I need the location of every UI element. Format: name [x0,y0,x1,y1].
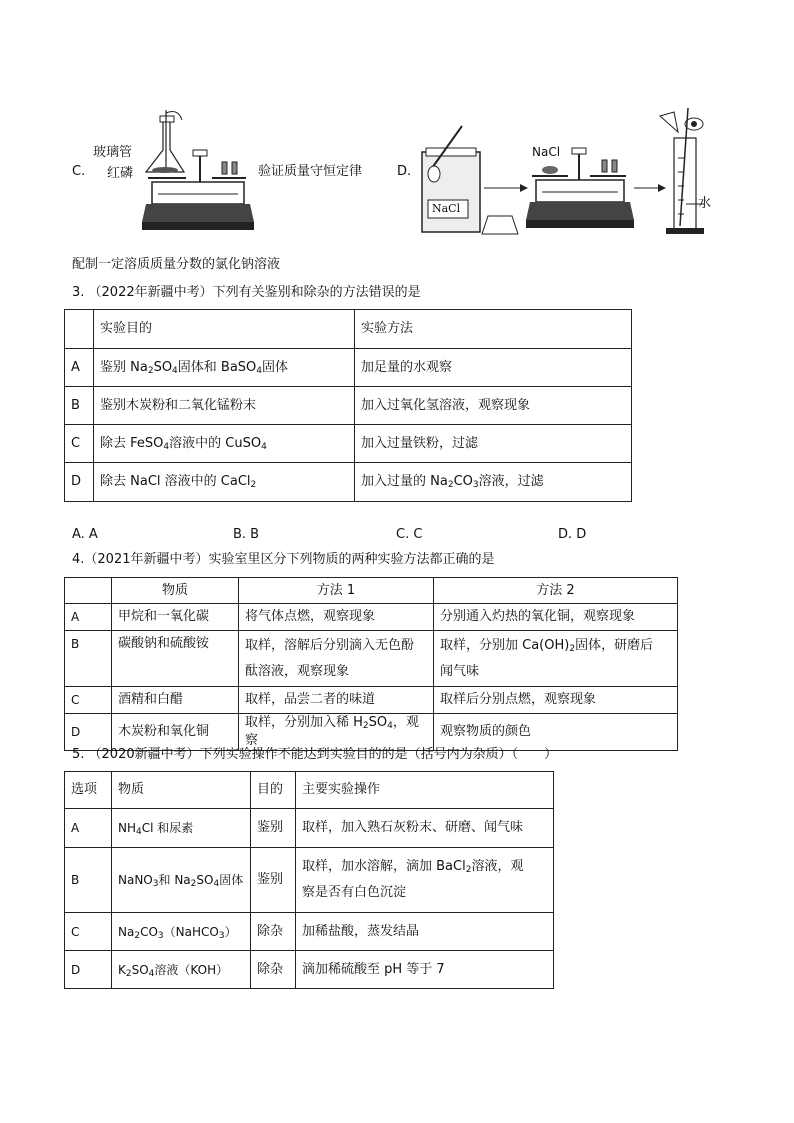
row-method2: 观察物质的颜色 [434,714,678,751]
q5-table [64,771,554,989]
table-row [65,425,632,463]
row-option: A [65,604,112,631]
row-method2: 取样，分别加 $Ca(OH)_2$固体，研磨后 闻气味 [434,631,678,687]
q4-table [64,577,678,751]
option-d-label: D. [397,164,412,179]
row-method1: 取样，分别加入稀 $H_2SO_4$，观察 [239,714,434,751]
row-method: 加入过量的 $Na_2CO_3$溶液，过滤 [355,463,632,502]
q3-header-purpose: 实验目的 [94,310,355,349]
row-substance: 碳酸钠和硫酸铵 [112,631,239,687]
row-method1: 取样，溶解后分别滴入无色酚 酞溶液，观察现象 [239,631,434,687]
row-operation: 取样，加水溶解，滴加 BaCl$_2$溶液，观 察是否有白色沉淀 [296,848,554,913]
label-nacl-top: NaCl [532,145,561,159]
table-row [65,913,554,951]
row-goal: 鉴别 [251,809,296,848]
q4-title: 4.（2021年新疆中考）实验室里区分下列物质的两种实验方法都正确的是 [72,552,495,567]
row-substance: 酒精和白醋 [112,687,239,714]
row-method1: 将气体点燃，观察现象 [239,604,434,631]
table-row [65,809,554,848]
q3-table [64,309,632,502]
table-row [65,687,678,714]
row-substance: $Na_2CO_3(NaHCO_3)$ [112,913,251,951]
table-row [65,631,678,687]
q5-header-substance: 物质 [112,772,251,809]
label-water: 水 [698,196,712,211]
q5-header-goal: 目的 [251,772,296,809]
row-substance: 木炭粉和氧化铜 [112,714,239,751]
caption-mass-conservation: 验证质量守恒定律 [258,164,363,179]
row-option: D [65,463,94,502]
row-goal: 除杂 [251,913,296,951]
row-purpose: 除去 FeSO$_4$溶液中的 CuSO$_4$ [94,425,355,463]
q5-header-operation: 主要实验操作 [296,772,554,809]
row-purpose: 鉴别 $Na_2SO_4$固体和 BaSO$_4$固体 [94,349,355,387]
row-method2: 取样后分别点燃，观察现象 [434,687,678,714]
row-substance: $K_2SO_4$溶液（KOH） [112,951,251,989]
row-option: D [65,951,112,989]
q4-header-method1: 方法 1 [239,578,434,604]
row-purpose: 鉴别木炭粉和二氧化锰粉末 [94,387,355,425]
option-c-label: C. [72,164,86,179]
row-method2: 分别通入灼热的氧化铜，观察现象 [434,604,678,631]
q3-choice-a[interactable]: A. A [72,527,98,542]
q4-header-method2: 方法 2 [434,578,678,604]
row-method: 加入过量铁粉，过滤 [355,425,632,463]
row-option: A [65,349,94,387]
table-row [65,848,554,913]
solution-preparation-figure [412,108,722,236]
q4-header-blank [65,578,112,604]
row-operation: 加稀盐酸，蒸发结晶 [296,913,554,951]
row-operation: 取样，加入熟石灰粉末、研磨、闻气味 [296,809,554,848]
row-purpose: 除去 NaCl 溶液中的 CaCl$_2$ [94,463,355,502]
row-method1: 取样，品尝二者的味道 [239,687,434,714]
table-row [65,463,632,502]
row-substance: NaNO$_3$和 $Na_2SO_4$固体 [112,848,251,913]
q3-choice-b[interactable]: B. B [233,527,260,542]
table-row [65,951,554,989]
row-option: C [65,425,94,463]
table-row [65,349,632,387]
row-option: A [65,809,112,848]
q3-choice-d[interactable]: D. D [558,527,587,542]
row-substance: 甲烷和一氧化碳 [112,604,239,631]
row-option: B [65,387,94,425]
label-glass-tube: 玻璃管 [93,145,133,160]
q5-header-option: 选项 [65,772,112,809]
row-substance: $NH_4Cl$ 和尿素 [112,809,251,848]
table-row [65,604,678,631]
row-option: B [65,631,112,687]
balance-phosphorus-figure [138,110,258,234]
row-option: C [65,913,112,951]
label-red-phosphorus: 红磷 [107,166,134,181]
row-method: 加足量的水观察 [355,349,632,387]
row-option: D [65,714,112,751]
label-nacl-jar: NaCl [432,202,461,215]
q3-choice-c[interactable]: C. C [396,527,423,542]
table-row [65,387,632,425]
q4-header-substance: 物质 [112,578,239,604]
q3-title: 3. （2022年新疆中考）下列有关鉴别和除杂的方法错误的是 [72,285,421,300]
row-goal: 除杂 [251,951,296,989]
table-row [65,714,678,751]
row-option: C [65,687,112,714]
q5-title: 5. （2020新疆中考）下列实验操作不能达到实验目的的是（括号内为杂质）（ ） [72,747,558,762]
q3-header-blank [65,310,94,349]
row-operation: 滴加稀硫酸至 pH 等于 7 [296,951,554,989]
caption-nacl-solution: 配制一定溶质质量分数的氯化钠溶液 [72,257,281,272]
q3-header-method: 实验方法 [355,310,632,349]
row-method: 加入过氧化氢溶液，观察现象 [355,387,632,425]
row-goal: 鉴别 [251,848,296,913]
row-option: B [65,848,112,913]
